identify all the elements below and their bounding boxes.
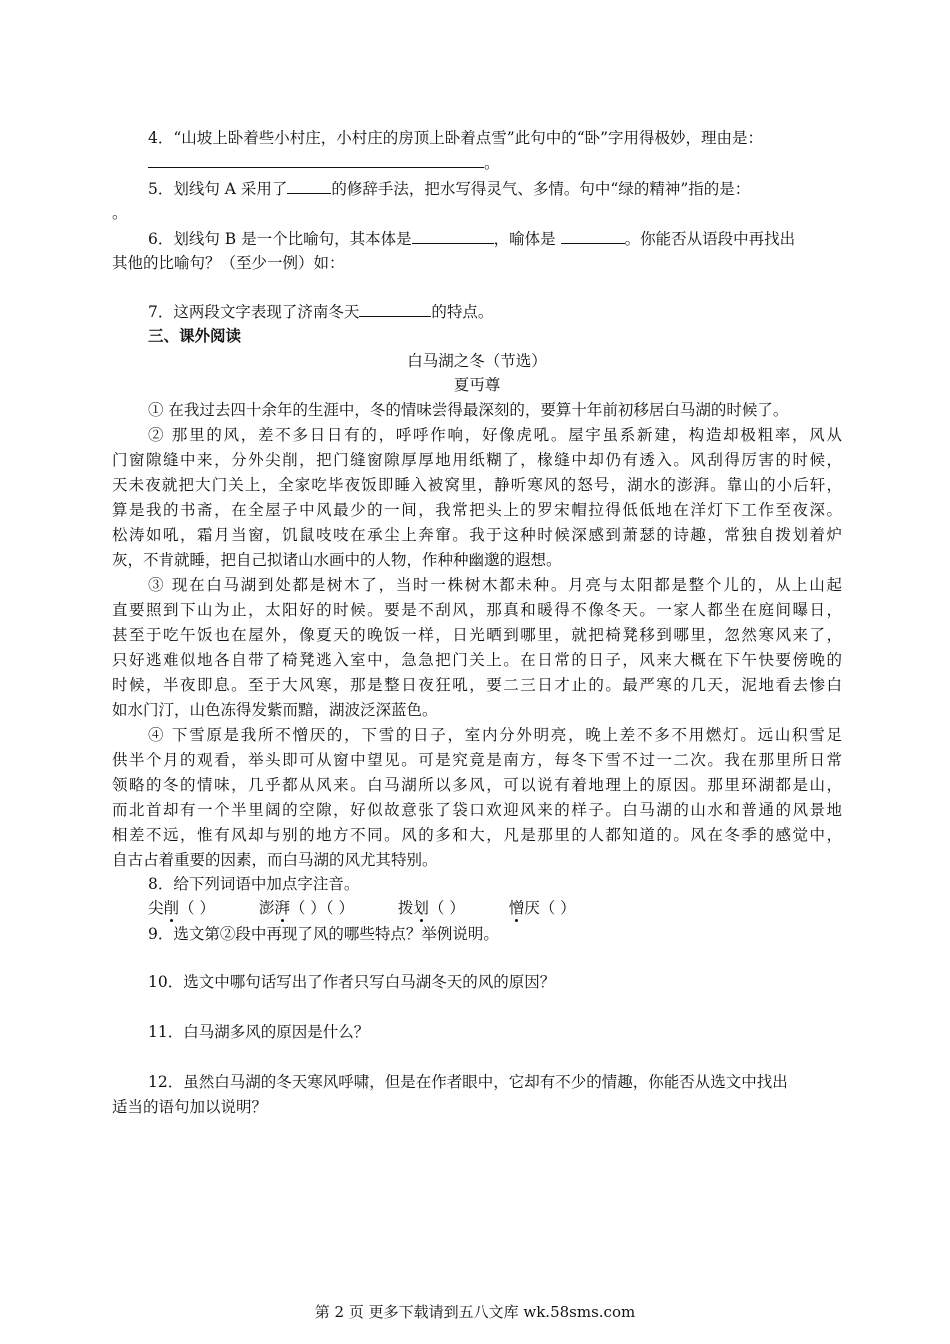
paragraph-line: 而北首却有一个半里阔的空隙，好似故意张了袋口欢迎风来的样子。白马湖的山水和普通的风景地: [112, 801, 842, 819]
paragraph-line: 时候，半夜即息。至于大风寒，那是整日夜狂吼，要二三日才止的。最严寒的几天，泥地看去惨白: [112, 676, 842, 694]
period: 。: [484, 154, 500, 172]
pinyin-blank[interactable]: （ ）: [179, 899, 215, 917]
question-6-text-b: ，喻体是: [493, 230, 556, 248]
paragraph-line: 相差不远，惟有风却与别的地方不同。风的多和大，凡是那里的人都知道的。风在冬季的感觉中，: [112, 826, 842, 844]
question-7-text-b: 的特点。: [431, 303, 494, 321]
pinyin-blank[interactable]: （ ）: [428, 899, 465, 917]
word-char: 湃: [274, 899, 290, 917]
pinyin-words: [148, 896, 842, 921]
paragraph-line: 供半个月的观看，举头即可从窗中望见。可是究竟是南方，每冬下雪不过一二次。我在那里所日常: [112, 751, 842, 769]
paragraph-line: 算是我的书斋，在全屋子中风最少的一间，我常把头上的罗宋帽拉得低低地在洋灯下工作至夜深。: [112, 501, 842, 519]
question-9: 9．选文第②段中再现了风的哪些特点？举例说明。: [148, 925, 499, 943]
paragraph-line: 灰，不肯就睡，把自己拟诸山水画中的人物，作种种幽邈的遐想。: [112, 551, 562, 569]
paragraph-line: 甚至于吃午饭也在屋外，像夏天的晚饭一样，日光晒到哪里，就把椅凳移到哪里，忽然寒风来了，: [112, 626, 842, 644]
paragraph-line: 天未夜就把大门关上，全家吃毕夜饭即睡入被窝里，静听寒风的怒号，湖水的澎湃。靠山的小后轩，: [112, 476, 842, 494]
word-char: 拨: [397, 899, 414, 917]
answer-blank[interactable]: [412, 226, 494, 244]
dotted-char: [164, 899, 180, 917]
question-6-text-c: 。你能否从语段中再找出: [624, 230, 796, 248]
word-char: 尖: [148, 899, 164, 917]
paragraph-line: ④ 下雪原是我所不憎厌的，下雪的日子，室内分外明亮，晚上差不多不用燃灯。远山积雪足: [148, 726, 842, 744]
dotted-char: [413, 899, 429, 917]
section-title: 三、课外阅读: [148, 326, 242, 345]
answer-blank[interactable]: [359, 299, 431, 317]
paragraph-line: ② 那里的风，差不多日日有的，呼呼作响，好像虎吼。屋宇虽系新建，构造却极粗率，风从: [148, 426, 842, 444]
dotted-char: [274, 899, 290, 917]
pinyin-blank[interactable]: （ ）（ ）: [289, 899, 354, 917]
pinyin-blank[interactable]: （ ）: [539, 899, 576, 917]
page-footer: 第 2 页 更多下载请到五八文库 wk.58sms.com: [314, 1303, 636, 1321]
word-char: 憎: [508, 899, 525, 917]
paragraph-line: 直要照到下山为止，太阳好的时候。要是不刮风，那真和暖得不像冬天。一家人都坐在庭间曝日，: [112, 601, 842, 619]
article-author: 夏丏尊: [453, 376, 501, 394]
paragraph-line: 自古占着重要的因素，而白马湖的风尤其特别。: [112, 851, 438, 869]
word-2: [259, 899, 354, 917]
question-5: [148, 176, 842, 202]
answer-blank[interactable]: [287, 176, 331, 194]
question-4-text: 4．“山坡上卧着些小村庄，小村庄的房顶上卧着点雪”此句中的“卧”字用得极妙，理由是：: [148, 129, 764, 147]
paragraph-line: ① 在我过去四十余年的生涯中，冬的情味尝得最深刻的，要算十年前初移居白马湖的时候了。: [148, 401, 789, 419]
question-6-text-a: 6．划线句 B 是一个比喻句，其本体是: [148, 230, 412, 248]
paragraph-line: 领略的冬的情味，几乎都从风来。白马湖所以多风，可以说有着地理上的原因。那里环湖都是山，: [112, 776, 842, 794]
question-10: 10．选文中哪句话写出了作者只写白马湖冬天的风的原因？: [148, 973, 556, 991]
paragraph-line: ③ 现在白马湖到处都是树木了，当时一株树木都未种。月亮与太阳都是整个儿的，从上山起: [148, 576, 842, 594]
dotted-char: [509, 899, 525, 917]
word-4: [509, 899, 576, 917]
paragraph-line: 门窗隙缝中来，分外尖削，把门缝窗隙厚厚地用纸糊了，椽缝中却仍有透入。风刮得厉害的时候，: [112, 451, 842, 469]
question-6: [148, 226, 842, 252]
word-1: [148, 899, 215, 917]
word-char: 厌: [524, 899, 540, 917]
question-5-text-a: 5．划线句 A 采用了: [148, 180, 288, 198]
period: 。: [112, 204, 128, 222]
question-6-continuation: [112, 251, 842, 276]
article-title: 白马湖之冬（节选）: [407, 352, 547, 370]
word-char: 澎: [258, 899, 275, 917]
question-8: 8．给下列词语中加点字注音。: [148, 875, 360, 893]
question-5-continuation: [112, 201, 842, 226]
word-3: [398, 899, 465, 917]
question-12: 12．虽然白马湖的冬天寒风呼啸，但是在作者眼中，它却有不少的情趣，你能否从选文中找出: [148, 1073, 788, 1091]
question-12-continuation: 适当的语句加以说明？: [112, 1098, 268, 1116]
question-5-text-b: 的修辞手法，把水写得灵气、多情。句中“绿的精神”指的是：: [331, 180, 751, 198]
question-11: 11．白马湖多风的原因是什么？: [148, 1023, 370, 1041]
question-7-text-a: 7．这两段文字表现了济南冬天: [148, 303, 360, 321]
question-6-text-d: 其他的比喻句？（至少一例）如：: [112, 254, 345, 272]
word-char: 划: [413, 899, 429, 917]
paragraph-line: 松涛如吼，霜月当窗，饥鼠吱吱在承尘上奔窜。我于这种时候深感到萧瑟的诗趣，常独自拨划着炉: [112, 526, 842, 544]
answer-blank[interactable]: [561, 226, 625, 244]
paragraph-line: 如水门汀，山色冻得发紫而黯，湖波泛深蓝色。: [112, 701, 438, 719]
question-4-answer-line: [148, 150, 842, 176]
answer-blank[interactable]: [148, 150, 484, 168]
paragraph-line: 只好逃难似地各自带了椅凳逃入室中，急急把门关上。在日常的日子，风来大概在下午快要傍晚的: [112, 651, 842, 669]
word-char: 削: [163, 899, 180, 917]
question-7: [148, 299, 842, 325]
question-4: [148, 126, 842, 151]
